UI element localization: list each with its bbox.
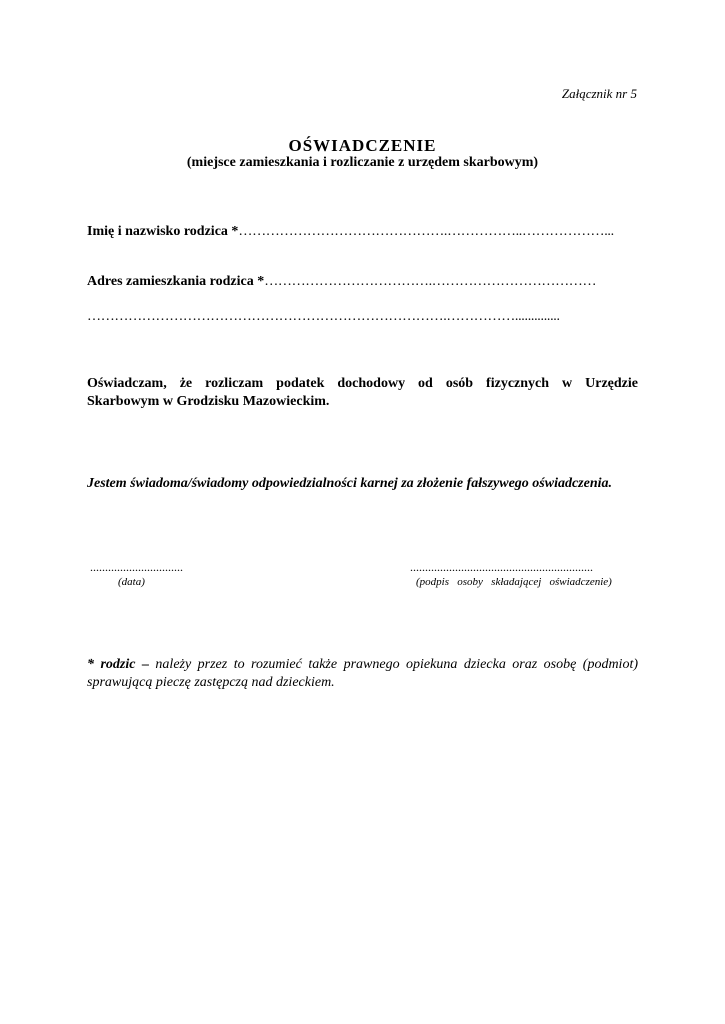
document-title: OŚWIADCZENIE [288,136,437,155]
document-subtitle: (miejsce zamieszkania i rozliczanie z urzędem skarbowym) [186,155,539,170]
signature-field[interactable]: ............................................................. [410,560,593,574]
note-term: * rodzic – [87,657,149,672]
name-field-label: Imię i nazwisko rodzica * [87,224,239,239]
tax-statement-line1: Oświadczam, że rozliczam podatek dochodowy od osób fizycznych w Urzędzie [87,376,638,391]
date-field[interactable]: ............................... [90,560,183,574]
note-line1 [87,656,638,674]
name-field-dots[interactable]: ……………………………………….……………..………………... [238,224,614,239]
tax-statement [87,375,638,411]
signature-caption: (podpis osoby składającej oświadczenie) [416,576,612,588]
address-field-dots[interactable]: ……………………………….……………………………… [264,274,597,289]
name-field[interactable] [87,224,614,240]
address-field-label: Adres zamieszkania rodzica * [87,274,265,289]
address-line2-field[interactable] [87,309,560,325]
note-line2: sprawującą pieczę zastępczą nad dzieckiem. [87,675,335,690]
date-caption: (data) [118,576,145,588]
address-line2-dots[interactable]: …………………………………………………………………….…………….............. [87,309,560,324]
tax-statement-line2: Skarbowym w Grodzisku Mazowieckim. [87,394,330,409]
liability-awareness: Jestem świadoma/świadomy odpowiedzialności karnej za złożenie fałszywego oświadczenia. [87,476,613,491]
address-field[interactable] [87,274,596,290]
parent-definition-note [87,656,638,692]
annex-label: Załącznik nr 5 [561,86,637,101]
note-line1-rest: należy przez to rozumieć także prawnego opiekuna dziecka oraz osobę (podmiot) [148,657,639,672]
